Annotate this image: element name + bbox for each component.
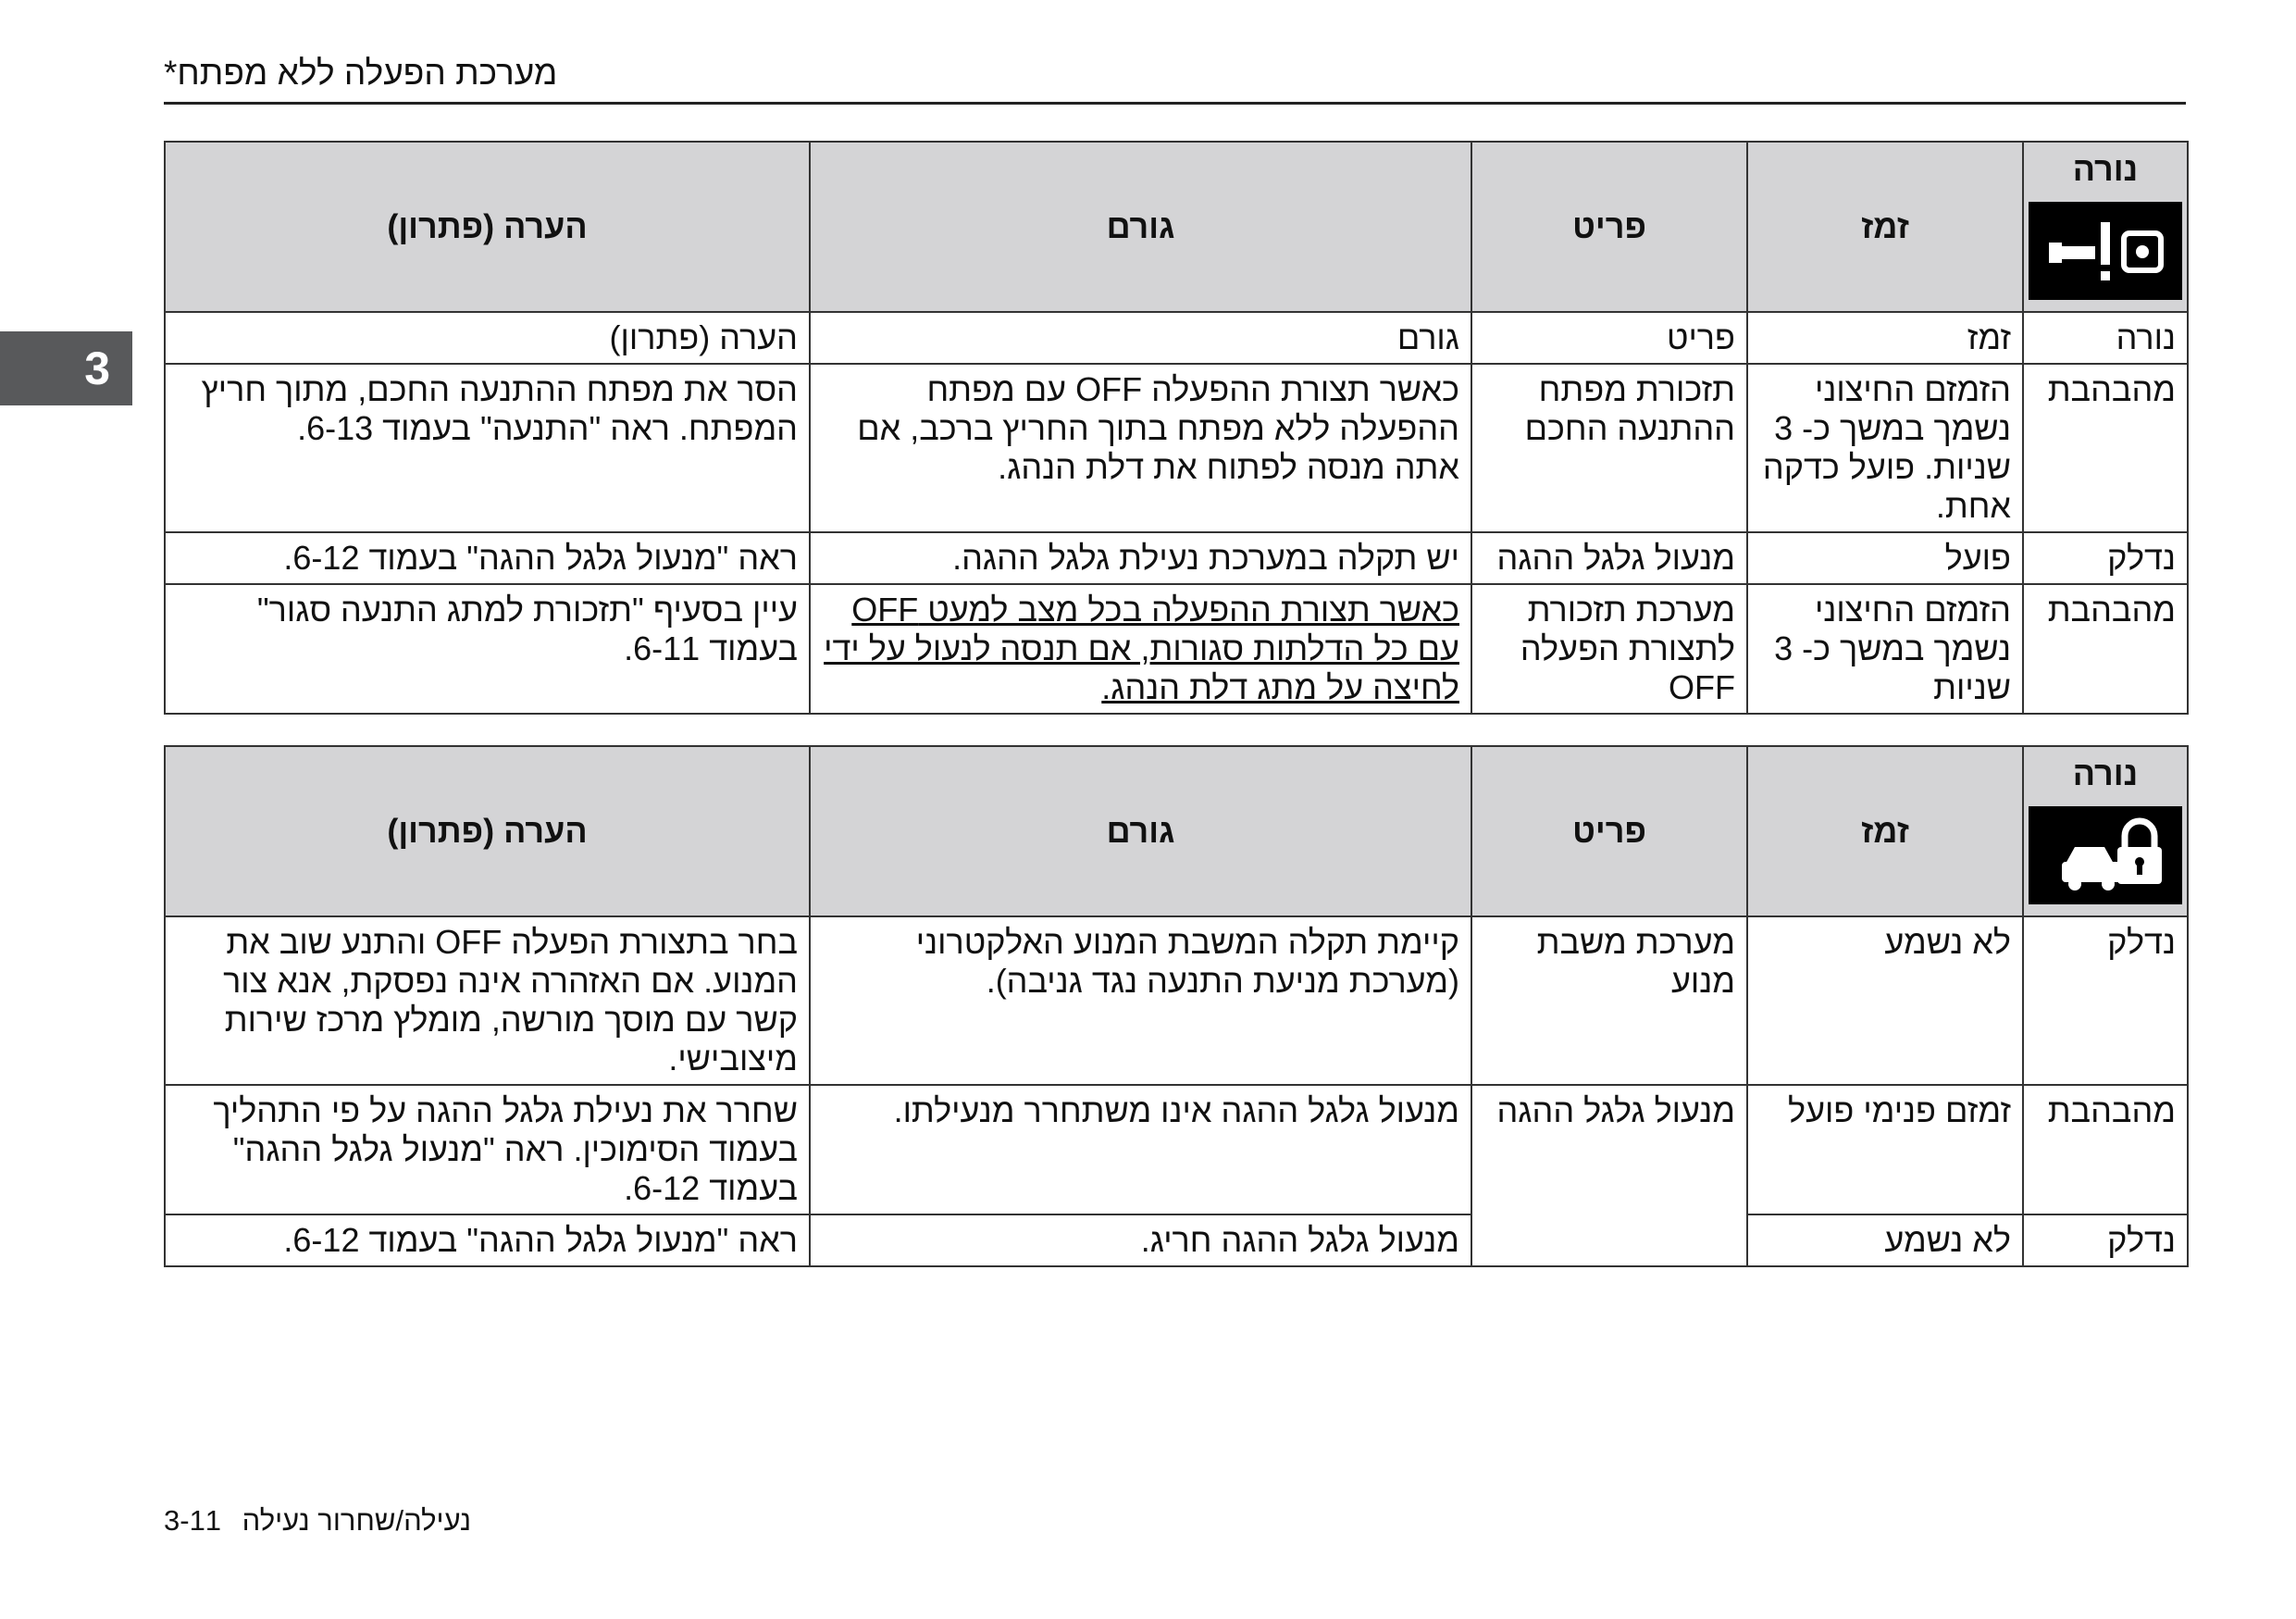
cell-remark: בחר בתצורת הפעלה OFF והתנע שוב את המנוע. אם האזהרה אינה נפסקת, אנא צור קשר עם מוסך מורשה, מומלץ מרכז שירות מיצובישי. xyxy=(165,916,810,1085)
header-item: פריט xyxy=(1471,746,1747,916)
page-number: 3-11 xyxy=(164,1504,222,1537)
cell-time: פועל xyxy=(1747,532,2023,584)
header-item: פריט xyxy=(1471,142,1747,312)
header-time: זמז xyxy=(1747,142,2023,312)
cell-remark: ראה "מנעול גלגל ההגה" בעמוד 6-12. xyxy=(165,532,810,584)
cell-item: מערכת משבת מנוע xyxy=(1471,916,1747,1085)
header-time: זמז xyxy=(1747,746,2023,916)
cell-light: מהבהבת xyxy=(2023,584,2188,714)
cell-item: מנעול גלגל ההגה xyxy=(1471,532,1747,584)
car-lock-icon xyxy=(2029,806,2182,904)
cell-light: נדלק xyxy=(2023,1214,2188,1266)
cell-cause: יש תקלה במערכת נעילת גלגל ההגה. xyxy=(810,532,1471,584)
subheader-cause: גורם xyxy=(810,312,1471,364)
table-row xyxy=(165,916,2188,1085)
table-header-row xyxy=(165,142,2188,312)
table-row xyxy=(165,364,2188,532)
page-footer xyxy=(164,1504,471,1538)
cell-item: מערכת תזכורת לתצורת הפעלה OFF xyxy=(1471,584,1747,714)
cell-light: מהבהבת xyxy=(2023,364,2188,532)
header-cause: גורם xyxy=(810,746,1471,916)
cell-remark: ראה "מנעול גלגל ההגה" בעמוד 6-12. xyxy=(165,1214,810,1266)
header-light: נורה xyxy=(2023,142,2188,312)
page-title: מערכת הפעלה ללא מפתח* xyxy=(164,54,558,92)
cell-time: הזמזם החיצוני נשמך במשך כ- 3 שניות xyxy=(1747,584,2023,714)
cell-item: תזכורת מפתח ההתנעה החכם xyxy=(1471,364,1747,532)
footer-section: נעילה/שחרור נעילה xyxy=(242,1504,472,1537)
header-light: נורה xyxy=(2023,746,2188,916)
key-warning-icon xyxy=(2029,202,2182,300)
table-row xyxy=(165,584,2188,714)
cell-cause: מנעול גלגל ההגה אינו משתחרר מנעילתו. xyxy=(810,1085,1471,1214)
subheader-time: זמז xyxy=(1747,312,2023,364)
cell-remark: עיין בסעיף "תזכורת למתג התנעה סגור" בעמוד 6-11. xyxy=(165,584,810,714)
warning-table-key xyxy=(164,141,2189,715)
header-cause: גורם xyxy=(810,142,1471,312)
table-row xyxy=(165,1085,2188,1214)
header-remark: הערה (פתרון) xyxy=(165,746,810,916)
table-row xyxy=(165,532,2188,584)
cell-time: לא נשמע xyxy=(1747,916,2023,1085)
header-remark: הערה (פתרון) xyxy=(165,142,810,312)
cell-time: הזמזם החיצוני נשמך במשך כ- 3 שניות. פועל כדקה אחת. xyxy=(1747,364,2023,532)
table-row xyxy=(165,1214,2188,1266)
page-header xyxy=(164,54,2186,105)
table-header-row xyxy=(165,746,2188,916)
subheader-item: פריט xyxy=(1471,312,1747,364)
cell-cause-underlined: כאשר תצורת ההפעלה בכל מצב למעט OFF עם כל הדלתות סגורות, אם תנסה לנעול על ידי לחיצה על מתג דלת הנהג. xyxy=(810,584,1471,714)
chapter-tab: 3 xyxy=(0,331,132,405)
table-subheader-row xyxy=(165,312,2188,364)
cell-time: לא נשמע xyxy=(1747,1214,2023,1266)
cell-light: נדלק xyxy=(2023,532,2188,584)
cell-item: מנעול גלגל ההגה xyxy=(1471,1085,1747,1266)
cell-cause: כאשר תצורת ההפעלה OFF עם מפתח ההפעלה ללא מפתח בתוך החריץ ברכב, אם אתה מנסה לפתוח את דלת הנהג. xyxy=(810,364,1471,532)
subheader-remark: הערה (פתרון) xyxy=(165,312,810,364)
cell-cause: מנעול גלגל ההגה חריג. xyxy=(810,1214,1471,1266)
cell-remark: הסר את מפתח ההתנעה החכם, מתוך חריץ המפתח. ראה "התנעה" בעמוד 6-13. xyxy=(165,364,810,532)
warning-table-immobilizer xyxy=(164,745,2189,1267)
subheader-light: נורה xyxy=(2023,312,2188,364)
cell-light: נדלק xyxy=(2023,916,2188,1085)
cell-remark: שחרר את נעילת גלגל ההגה על פי התהליך בעמוד הסימוכין. ראה "מנעול גלגל ההגה" בעמוד 6-12. xyxy=(165,1085,810,1214)
cell-time: זמזם פנימי פועל xyxy=(1747,1085,2023,1214)
cell-light: מהבהבת xyxy=(2023,1085,2188,1214)
cell-cause: קיימת תקלה המשבת המנוע האלקטרוני (מערכת מניעת התנעה נגד גניבה). xyxy=(810,916,1471,1085)
